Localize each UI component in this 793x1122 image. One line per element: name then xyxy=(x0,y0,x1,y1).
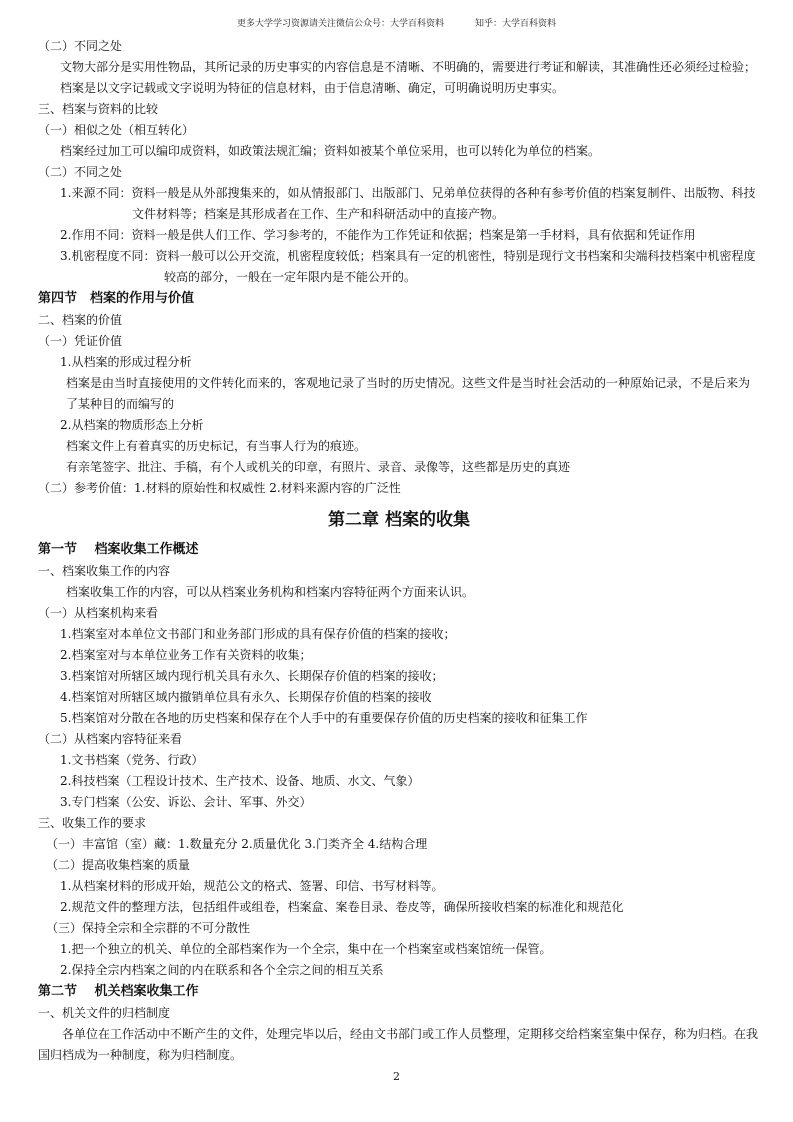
text-line: 了某种目的而编写的 xyxy=(66,397,175,411)
header-wechat-note: 更多大学学习资源请关注微信公众号：大学百科资料 xyxy=(237,19,445,29)
text-line: 有亲笔签字、批注、手稿，有个人或机关的印章，有照片、录音、录像等，这些都是历史的真迹 xyxy=(66,460,571,474)
text-line: 2.档案室对与本单位业务工作有关资料的收集； xyxy=(60,648,312,662)
section-heading: 第一节 档案收集工作概述 xyxy=(38,542,199,557)
text-line: （二）不同之处 xyxy=(38,39,123,53)
text-line: 1.从档案的形成过程分析 xyxy=(60,355,192,369)
document-body xyxy=(38,36,760,1066)
page-number: 2 xyxy=(393,1070,400,1083)
text-line: 2.保持全宗内档案之间的内在联系和各个全宗之间的相互关系 xyxy=(60,963,384,977)
text-line: 1.文书档案（党务、行政） xyxy=(60,753,204,767)
text-line: （一）丰富馆（室）藏：1.数量充分 2.质量优化 3.门类齐全 4.结构合理 xyxy=(46,837,428,851)
text-line: 4.档案馆对所辖区域内撤销单位具有永久、长期保存价值的档案的接收 xyxy=(60,690,432,704)
text-line: 三、收集工作的要求 xyxy=(38,816,147,830)
text-line: （一）凭证价值 xyxy=(38,334,123,348)
section-heading: 第四节 档案的作用与价值 xyxy=(38,291,195,306)
text-line: 2.科技档案（工程设计技术、生产技术、设备、地质、水文、气象） xyxy=(60,774,420,788)
text-line: 1.把一个独立的机关、单位的全部档案作为一个全宗，集中在一个档案室或档案馆统一保管。 xyxy=(60,942,552,956)
header-zhihu-note: 知乎：大学百科资料 xyxy=(474,19,556,29)
text-line: 3.档案馆对所辖区域内现行机关具有永久、长期保存价值的档案的接收； xyxy=(60,669,444,683)
text-line: 文件材料等；档案是其形成者在工作、生产和科研活动中的直接产物。 xyxy=(132,207,505,221)
text-line: 2.作用不同：资料一般是供人们工作、学习参考的，不能作为工作凭证和依据；档案是第一手材料，具有依据和凭证作用 xyxy=(60,228,696,242)
text-line: 1.来源不同：资料一般是从外部搜集来的，如从情报部门、出版部门、兄弟单位获得的各种有参考价值的档案复制件、出版物、科技 xyxy=(60,186,756,200)
text-line: （二）提高收集档案的质量 xyxy=(46,858,191,872)
text-line: 1.档案室对本单位文书部门和业务部门形成的具有保存价值的档案的接收； xyxy=(60,627,456,641)
text-line: （三）保持全宗和全宗群的不可分散性 xyxy=(46,921,251,935)
text-line: 档案是由当时直接使用的文件转化而来的，客观地记录了当时的历史情况。这些文件是当时社会活动的一种原始记录，不是后来为 xyxy=(66,376,751,390)
chapter-title: 第二章 档案的收集 xyxy=(328,510,470,530)
text-line: 文物大部分是实用性物品，其所记录的历史事实的内容信息是不清晰、不明确的，需要进行考证和解读，其准确性还必须经过检验； xyxy=(60,60,757,74)
text-line: 档案经过加工可以编印成资料，如政策法规汇编；资料如被某个单位采用，也可以转化为单位的档案。 xyxy=(60,144,601,158)
page-header xyxy=(0,16,793,29)
text-line: （二）从档案内容特征来看 xyxy=(38,732,183,746)
text-line: 3.机密程度不同：资料一般可以公开交流，机密程度较低；档案具有一定的机密性，特别是现行文书档案和尖端科技档案中机密程度 xyxy=(60,249,756,263)
text-line: 较高的部分，一般在一定年限内是不能公开的。 xyxy=(164,270,417,284)
text-line: （二）不同之处 xyxy=(38,165,123,179)
text-line: （二）参考价值：1.材料的原始性和权威性 2.材料来源内容的广泛性 xyxy=(38,481,401,495)
text-line: （一）相似之处（相互转化） xyxy=(38,123,195,137)
text-line: 5.档案馆对分散在各地的历史档案和保存在个人手中的有重要保存价值的历史档案的接收和征集工作 xyxy=(60,711,588,725)
text-line: 3.专门档案（公安、诉讼、会计、军事、外交） xyxy=(60,795,312,809)
text-line: 档案收集工作的内容，可以从档案业务机构和档案内容特征两个方面来认识。 xyxy=(66,585,475,599)
text-line: 一、档案收集工作的内容 xyxy=(38,564,171,578)
text-line: 三、档案与资料的比较 xyxy=(38,102,159,116)
text-line: 2.从档案的物质形态上分析 xyxy=(60,418,204,432)
paragraph: 各单位在工作活动中不断产生的文件，处理完毕以后，经由文书部门或工作人员整理，定期移交给档案室集中保存，称为归档。在我国归档成为一种制度，称为归档制度。 xyxy=(38,1027,759,1062)
text-line: 一、机关文件的归档制度 xyxy=(38,1006,171,1020)
text-line: 2.规范文件的整理方法，包括组件或组卷，档案盒、案卷目录、卷皮等，确保所接收档案的标准化和规范化 xyxy=(60,900,624,914)
text-line: 二、档案的价值 xyxy=(38,313,123,327)
text-line: 1.从档案材料的形成开始，规范公文的格式、签署、印信、书写材料等。 xyxy=(60,879,444,893)
text-line: 档案文件上有着真实的历史标记，有当事人行为的痕迹。 xyxy=(66,439,367,453)
section-heading: 第二节 机关档案收集工作 xyxy=(38,984,199,999)
text-line: 档案是以文字记载或文字说明为特征的信息材料，由于信息清晰、确定，可明确说明历史事实。 xyxy=(60,81,565,95)
text-line: （一）从档案机构来看 xyxy=(38,606,159,620)
